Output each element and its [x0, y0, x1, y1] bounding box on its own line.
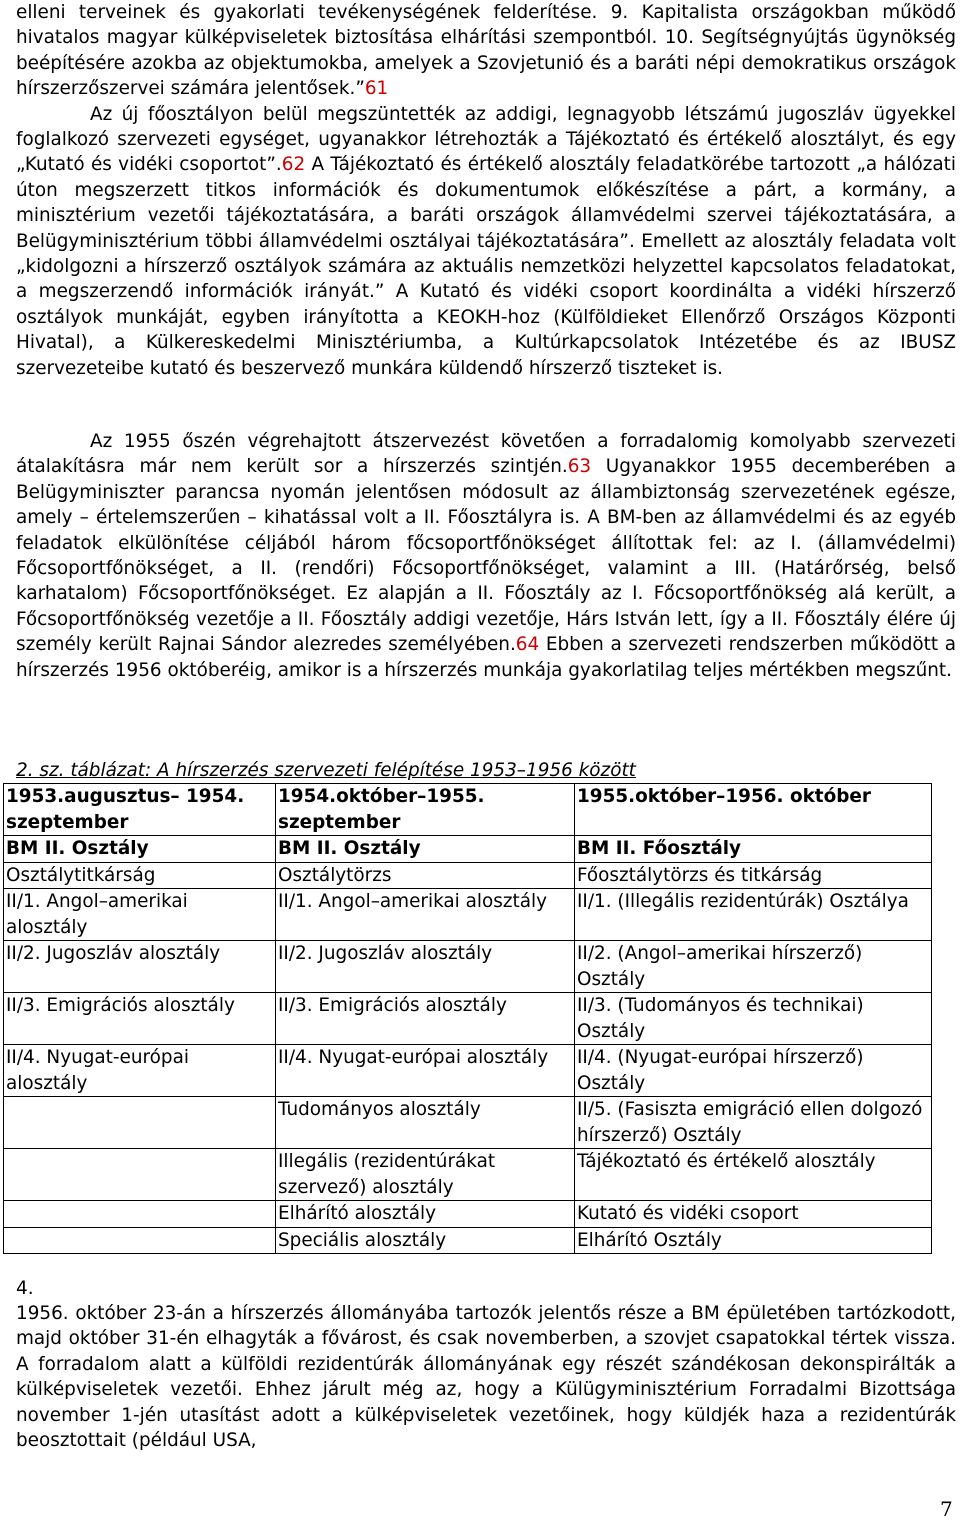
- footnote-ref-63[interactable]: 63: [567, 456, 592, 478]
- paragraph-text: Az új főosztályon belül megszüntették az addigi, legnagyobb létszámú jugoszláv ügyekkel foglalkozó szervezeti egységet, ugyanakkor létrehozták a Tájékoztató és értékelő alosztályt, és egy „Kutató és vidéki csoportot”.: [16, 103, 956, 176]
- paragraph-intro-text: elleni terveinek és gyakorlati tevékenységének felderítése. 9. Kapitalista országokban működő hivatalos magyar külképviseletek biztosítása elhárítási szempontból. 10. Segítségnyújtás ügynökség beépítésére azokba az objektumokba, amelyek a Szovjetunió és a baráti népi demokratikus országok hírszerzőszervei számára jelentősek.”: [16, 2, 956, 100]
- table-cell: [4, 1097, 276, 1149]
- paragraph-reorg-body: [16, 429, 956, 683]
- table-row: [4, 1227, 932, 1254]
- table-row: [4, 862, 932, 889]
- paragraph-new-department: [16, 102, 956, 381]
- table-cell: II/2. Jugoszláv alosztály: [276, 941, 575, 993]
- table-cell: II/2. (Angol–amerikai hírszerző) Osztály: [575, 941, 932, 993]
- table-cell: II/4. Nyugat-európai alosztály: [4, 1045, 276, 1097]
- section-number: 4.: [16, 1278, 34, 1299]
- table-cell: BM II. Osztály: [276, 836, 575, 863]
- table-cell: II/3. Emigrációs alosztály: [276, 993, 575, 1045]
- table-header-cell: 1954.október–1955. szeptember: [276, 784, 575, 836]
- paragraph-text: A Tájékoztató és értékelő alosztály feladatkörébe tartozott „a hálózati úton megszerzett titkos információk és dokumentumok előkészítése a párt, a kormány, a minisztérium vezetői tájékoztatására, a baráti országok államvédelmi szervei tájékoztatására, a Belügyminisztérium többi államvédelmi osztályai tájékoztatására”. Emellett az alosztály feladata volt „kidolgozni a hírszerző osztályok számára az aktuális nemzetközi helyzettel kapcsolatos feladatokat, a megszerzendő információk irányát.” A Kutató és vidéki csoport koordinálta a vidéki hírszerző osztályok munkáját, egyben irányította a KEOKH-hoz (Külföldieket Ellenőrző Országos Központi Hivatal), a Külkereskedelmi Minisztériumba, a Kultúrkapcsolatok Intézetébe és az IBUSZ szervezeteibe kutató és beszervező munkára küldendő hírszerző tiszteket is.: [16, 154, 956, 379]
- table-cell: II/2. Jugoszláv alosztály: [4, 941, 276, 993]
- table-cell: Speciális alosztály: [276, 1227, 575, 1254]
- table-row: [4, 993, 932, 1045]
- paragraph-reorganization: [16, 429, 956, 683]
- table-caption: 2. sz. táblázat: A hírszerzés szervezeti felépítése 1953–1956 között: [16, 760, 636, 781]
- table-row: [4, 1149, 932, 1201]
- table-row: [4, 1045, 932, 1097]
- table-row: [4, 941, 932, 993]
- table-row: [4, 836, 932, 863]
- paragraph-text: Az 1955 őszén végrehajtott átszervezést követően a forradalomig komolyabb szervezeti átalakításra már nem került sor a hírszerzés szintjén.: [16, 431, 956, 478]
- table-cell: II/3. Emigrációs alosztály: [4, 993, 276, 1045]
- paragraph-text: Ugyanakkor 1955 decemberében a Belügyminiszter parancsa nyomán jelentősen módosult az állambiztonság szervezetének egésze, amely – értelemszerűen – kihatással volt a II. Főosztályra is. A BM-ben az államvédelmi és az egyéb feladatok elkülönítése céljából három főcsoportfőnökséget állítottak fel: az I. (államvédelmi) Főcsoportfőnökséget, a II. (rendőri) Főcsoportfőnökséget, valamint a III. (Határőrség, belső karhatalom) Főcsoportfőnökséget. Ez alapján a II. Főosztály az I. Főcsoportfőnökség alá került, a Főcsoportfőnökség vezetője a II. Főosztály addigi vezetője, Hárs István lett, így a II. Főosztály élére új személy került Rajnai Sándor alezredes személyében.: [16, 456, 956, 656]
- table-header-cell: 1953.augusztus– 1954. szeptember: [4, 784, 276, 836]
- table-cell: II/4. Nyugat-európai alosztály: [276, 1045, 575, 1097]
- table-cell: BM II. Főosztály: [575, 836, 932, 863]
- table-cell: II/3. (Tudományos és technikai) Osztály: [575, 993, 932, 1045]
- table-cell: II/1. Angol–amerikai alosztály: [276, 889, 575, 941]
- table-cell: Osztálytörzs: [276, 862, 575, 889]
- table-cell: Főosztálytörzs és titkárság: [575, 862, 932, 889]
- table-cell: II/1. Angol–amerikai alosztály: [4, 889, 276, 941]
- table-cell: Tájékoztató és értékelő alosztály: [575, 1149, 932, 1201]
- table-cell: II/1. (Illegális rezidentúrák) Osztálya: [575, 889, 932, 941]
- table-cell: II/4. (Nyugat-európai hírszerző) Osztály: [575, 1045, 932, 1097]
- table-row: [4, 1097, 932, 1149]
- table-cell: Elhárító Osztály: [575, 1227, 932, 1254]
- table-cell: BM II. Osztály: [4, 836, 276, 863]
- paragraph-intro: [16, 0, 956, 102]
- table-cell: Elhárító alosztály: [276, 1201, 575, 1228]
- footnote-ref-64[interactable]: 64: [515, 634, 540, 656]
- table-cell: Osztálytitkárság: [4, 862, 276, 889]
- table-cell: [4, 1201, 276, 1228]
- table-header-row: [4, 784, 932, 836]
- footnote-ref-61[interactable]: 61: [364, 78, 389, 100]
- footnote-ref-62[interactable]: 62: [281, 154, 306, 176]
- table-header-cell: 1955.október–1956. október: [575, 784, 932, 836]
- table-row: [4, 1201, 932, 1228]
- table-cell: Illegális (rezidentúrákat szervező) alosztály: [276, 1149, 575, 1201]
- paragraph-top: [16, 0, 956, 381]
- table-cell: Tudományos alosztály: [276, 1097, 575, 1149]
- table-cell: [4, 1149, 276, 1201]
- table-cell: Kutató és vidéki csoport: [575, 1201, 932, 1228]
- paragraph-1956-text: 1956. október 23-án a hírszerzés állományába tartozók jelentős része a BM épületében tartózkodott, majd október 31-én elhagyták a fővárost, és csak novemberben, a szovjet csapatokkal tértek vissza. A forradalom alatt a külföldi rezidentúrák állományának egy részét szándékosan dekonspirálták a külképviseletek vezetői. Ehhez járult még az, hogy a Külügyminisztérium Forradalmi Bizottsága november 1-jén utasítást adott a külképviseletek vezetőinek, hogy küldjék haza a rezidentúrák beosztottait (például USA,: [16, 1303, 956, 1452]
- paragraph-text: Ebben a szervezeti rendszerben működött a hírszerzés 1956 októberéig, amikor is a hírszerzés munkája gyakorlatilag teljes mértékben megszűnt.: [16, 634, 956, 681]
- table-cell: II/5. (Fasiszta emigráció ellen dolgozó hírszerző) Osztály: [575, 1097, 932, 1149]
- table-row: [4, 889, 932, 941]
- table-cell: [4, 1227, 276, 1254]
- organization-table: [3, 783, 932, 1254]
- page-number: 7: [940, 1497, 953, 1521]
- paragraph-1956: [16, 1301, 956, 1453]
